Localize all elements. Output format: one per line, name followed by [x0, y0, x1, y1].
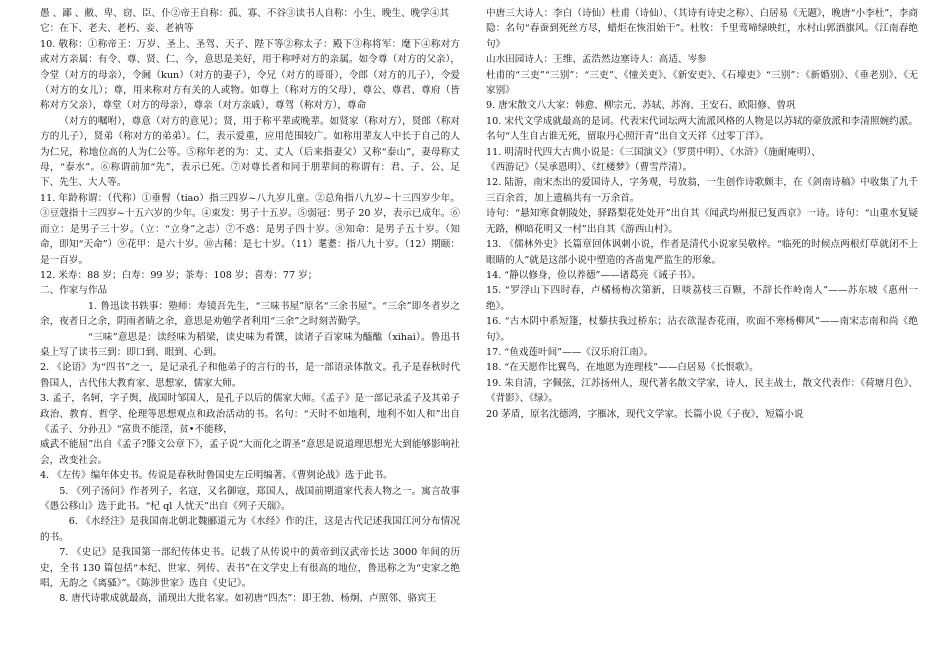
paragraph-zuozhuan: 4. 《左传》编年体史书。传说是春秋时鲁国史左丘明编著。《曹刿论战》选于此书。 — [40, 470, 393, 482]
paragraph-mid-tang-poets: 中唐三大诗人：李白（诗仙）杜甫（诗仙）、（其诗有诗史之称）、白居易《无题》，晚唐“小李杜”，李商隐：名句“春蚕到死丝方尽，蜡炬在恢泪始干”。杜牧：千里莺啼绿映红，水村山郭酒旗风。《江南春绝句》 — [486, 8, 918, 50]
paragraph-luyou: 12. 陆游，南宋杰出的爱国诗人，字务观，号放翁，一生创作诗歌颇丰，在《剑南诗稿》中收集了九千三百余首，加上遗稿共有一万余首。 — [486, 177, 918, 204]
paragraph-age-terms: 11. 年龄称谓：（代称）①垂髫（tiao）指三四岁~八九岁儿童。②总角指八九岁~十三四岁少年。③豆蔻指十三四岁~十五六岁的少年。④束发：男子十五岁。⑤弱冠：男子 20 岁，表示已成年。⑥而立：是男子三十岁。（立：“立身”之志）⑦不惑：是男子四十岁。⑧知命：是男子五十岁。（知命，即知“天命”）⑨花甲：是六十岁。⑩古稀：是七十岁。（11）耄耋：指八九十岁。（12）期颐：是一百岁。 — [40, 192, 460, 266]
paragraph-shuijingzhu: 6. 《水经注》是我国南北朝北魏郦道元为《水经》作的注，这是古代记述我国江河分布情况的书。 — [40, 516, 460, 543]
paragraph-landscape-frontier-poets: 山水田园诗人：王维、孟浩然边塞诗人：高适、岑参 — [486, 54, 707, 66]
paragraph-quote-18: 18. “在天愿作比翼鸟，在地愿为连理枝”——白居易《长恨歌》。 — [486, 362, 759, 374]
paragraph-honorifics: 10. 敬称：①称帝王：万岁、圣上、圣驾、天子、陛下等②称太子：殿下③称将军：麾下④称对方或对方亲属：有令、尊、贤、仁、今，意思是美好，用于称呼对方的亲属。如令尊（对方的父亲），令堂（对方的母亲），令阃（kun）（对方的妻子），令兄（对方的哥哥），令郎（对方的儿子），令爱（对方的女儿）；尊，用来称对方有关的人或物。如尊上（称对方的父母），尊公、尊君、尊府（皆称对方父亲），尊堂（对方的母亲），尊亲（对方亲戚），尊驾（称对方），尊命 — [40, 38, 460, 112]
paragraph-quote-16: 16. “古木阴中系短篷，杖藜扶我过桥东；沾衣欲湿杏花雨，吹面不寒杨柳风”——南宋志南和尚《绝句》。 — [486, 316, 918, 343]
paragraph-quote-14: 14. “静以修身，俭以养德”——诸葛亮《诫子书》。 — [486, 269, 702, 281]
paragraph-tang-poetry: 8. 唐代诗歌成就最高，涌现出大批名家。如初唐“四杰”：即王勃、杨炯、卢照邻、骆宾王 — [59, 593, 437, 605]
paragraph-zhu-ziqing: 19. 朱自清，字佩弦，江苏扬州人，现代著名散文学家，诗人，民主战士，散文代表作：《荷塘月色》、《背影》、《绿》。 — [486, 377, 918, 405]
paragraph-luxun-anecdote: 1. 鲁迅读书轶事：塾师：寿镜吾先生，“三味书屋”原名“三余书屋”。“三余”即冬者岁之余，夜者日之余，阴雨者睛之余，意思是劝勉学者利用“三余”之时刻苦勤学。 — [40, 300, 460, 328]
paragraph-liezi: 5. 《列子汤问》作者列子，名寇，又名御寇，郑国人，战国前期道家代表人物之一。寓言故事《愚公移山》选于此书。“杞 ql 人忧天”出自《列子天瑞》。 — [40, 485, 460, 512]
paragraph-mencius-continued: 威武不能屈”出自《孟子?滕文公章下》，孟子说“大而化之谓圣”意思是说道理思想光大到能够影响社会，改变社会。 — [40, 439, 460, 466]
right-column — [486, 6, 918, 666]
paragraph-shiji: 7. 《史记》是我国第一部纪传体史书。记载了从传说中的黄帝到汉武帝长达 3000 年间的历史，全书 130 篇包括“本纪、世家、列传、表书”在文学史上有很高的地位，鲁迅称之为“史家之绝唱，无韵之《离骚》”。《陈涉世家》选自《史记》。 — [40, 547, 460, 590]
paragraph-analects: 2. 《论语》为“四书”之一，是记录孔子和他弟子的言行的书，是一部语录体散文。孔子是春秋时代鲁国人，古代伟大教育家、思想家，儒家大师。 — [40, 362, 460, 389]
paragraph-other-self-terms: 它：在下、老夫、老朽、妾、老衲等 — [40, 23, 194, 35]
paragraph-eight-masters: 9. 唐宋散文八大家：韩愈、柳宗元、苏轼、苏洵、王安石、欧阳修、曾巩 — [486, 100, 796, 112]
paragraph-quote-17: 17. “鱼戏莲叶间”——《汉乐府江南》。 — [486, 346, 654, 358]
paragraph-honorifics-continued: （对方的嘱咐），尊意（对方的意见）；贤，用于称平辈或晚辈。如贤家（称对方），贤郎（称对方的儿子），贤弟（称对方的弟弟）。仁，表示爱重，应用范围较广。如称用辈友人中长于自己的人为仁兄，称地位高的人为仁公等。⑤称年老的为：丈、丈人（后来指妻父）又称“泰山”，妻母称丈母，“泰水”。⑥称谓前加“先”，表示已死。⑦对尊长者和同于朋辈间的称谓有：君、子、公、足下、先生、大人等。 — [40, 115, 460, 189]
paragraph-self-humble-terms: 愚 、鄙 、敝、卑、窃、臣、仆②帝王自称：孤、寡、不谷③读书人自称：小生、晚生、晚学④其 — [40, 8, 450, 19]
paragraph-song-ci: 10. 宋代文学成就最高的是词。代表宋代词坛两大流派风格的人物是以苏轼的豪放派和李清照婉约派。名句“人生自古谁无死，留取丹心照汗青”出自文天祥《过零丁洋》。 — [486, 115, 918, 143]
paragraph-longevity-terms: 12. 米寿：88 岁；白寿：99 岁；茶寿：108 岁；喜寿：77 岁； — [40, 269, 318, 281]
paragraph-four-classic-novels: 11. 明清时代四大古典小说是：《三国演义》（罗贯中明）、《水浒》（施耐庵明）、 — [486, 146, 821, 158]
paragraph-four-classic-novels-continued: 《西游记》（吴承恩明）、《红楼梦》（曹雪芹清）。 — [486, 162, 693, 174]
paragraph-dufu-three-officials: 杜甫的“三吏”“三别”：“三吏”、《憧关吏》、《新安吏》、《石壕吏》“三别”：《新婚别》、《垂老别》、《无家别》 — [486, 69, 918, 97]
paragraph-three-flavors: “三味”意思是：读经味为稻梁，读史味为肴馔，读诸子百家味为醯醢（xihai）。鲁迅书桌上写了读书三到：即口到、眼到、心到。 — [40, 331, 460, 358]
paragraph-mao-dun: 20 茅盾，原名沈德鸿，字雁冰，现代文学家。长篇小说《子夜》，短篇小说 — [486, 408, 804, 420]
paragraph-rulin-waishi: 13. 《儒林外史》长篇章回体讽刺小说，作者是清代小说家吴敬梓。“临死的时候点两根灯草就闭不上眼睛的人”就是这部小说中塑造的吝啬鬼严监生的形象。 — [486, 239, 918, 266]
section-heading-authors-works: 二、作家与作品 — [40, 285, 108, 297]
paragraph-quote-15: 15. “罗浮山下四时春，卢橘杨梅次第新，日啖荔枝三百颗，不辞长作岭南人”——苏东坡《惠州一绝》。 — [486, 285, 918, 312]
paragraph-mencius: 3. 孟子，名轲，字子舆，战国时邹国人，是孔子以后的儒家大师。《孟子》是一部记录孟子及其弟子政治、教育、哲学、伦理等思想观点和政治活动的书。名句：“天时不如地利，地利不如人和”出自《孟子、分孙丑》“富贵不能淫，贫•不能移， — [40, 393, 460, 435]
left-column — [40, 6, 460, 666]
paragraph-luyou-poems: 诗句：“悬知寒食朝陵处，驿路梨花处处开”出自其《闻武均州报已复西京》一诗。诗句：“山重水复疑无路，柳暗花明又一村”出自其《游西山村》。 — [486, 208, 918, 235]
